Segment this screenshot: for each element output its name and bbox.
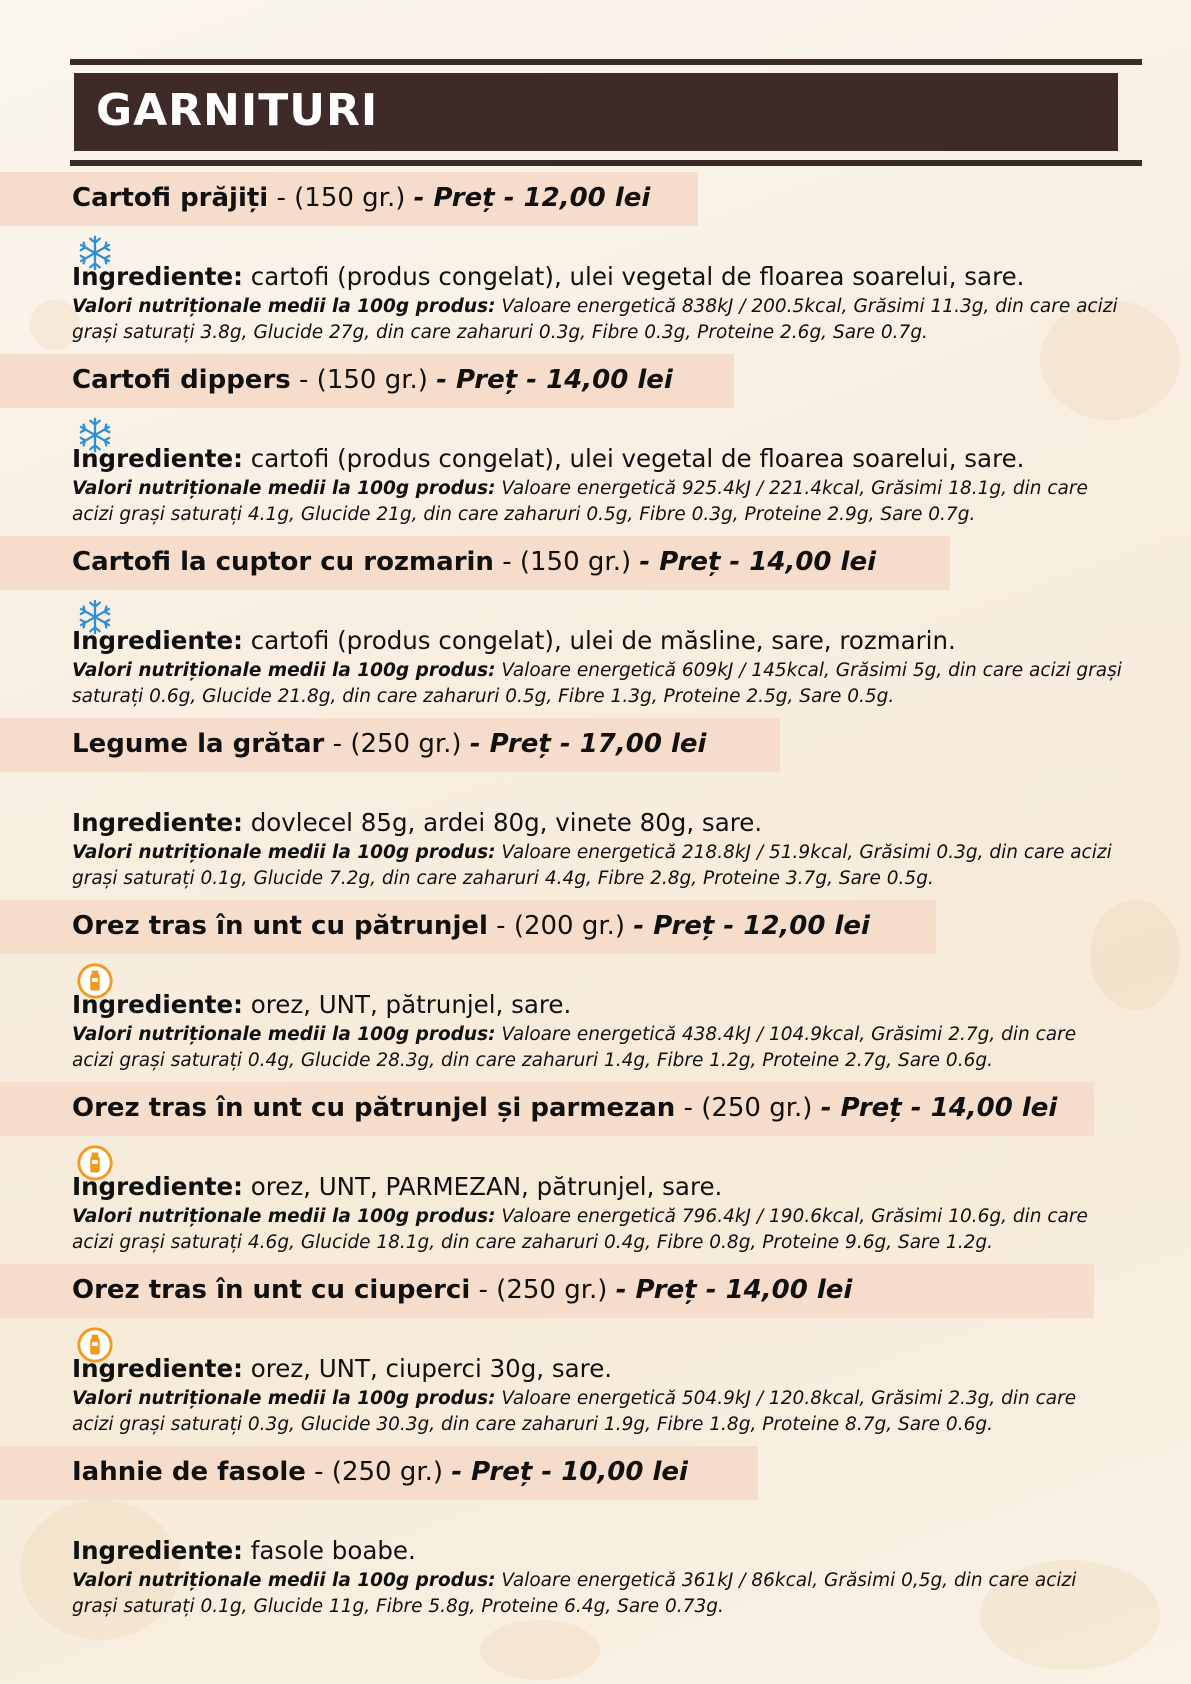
item-nutrition bbox=[72, 1204, 1122, 1256]
menu-item bbox=[0, 718, 1191, 898]
ingredients-text: orez, UNT, pătrunjel, sare. bbox=[250, 990, 572, 1019]
item-title: Orez tras în unt cu pătrunjel și parmezan - (250 gr.) - Preț - 14,00 lei bbox=[72, 1093, 1058, 1123]
item-portion: (150 gr.) bbox=[316, 365, 428, 395]
ingredients-text: orez, UNT, ciuperci 30g, sare. bbox=[250, 1354, 613, 1383]
ingredients-text: orez, UNT, PARMEZAN, pătrunjel, sare. bbox=[250, 1172, 723, 1201]
nutrition-label: Valori nutriționale medii la 100g produs: bbox=[72, 478, 496, 499]
item-title: Orez tras în unt cu ciuperci - (250 gr.) - Preț - 14,00 lei bbox=[72, 1275, 853, 1305]
item-ingredients bbox=[72, 1172, 722, 1202]
item-nutrition bbox=[72, 294, 1122, 346]
item-title: Cartofi prăjiți - (150 gr.) - Preț - 12,00 lei bbox=[72, 183, 651, 213]
item-name: Cartofi dippers bbox=[72, 365, 291, 395]
item-title: Orez tras în unt cu pătrunjel - (200 gr.) - Preț - 12,00 lei bbox=[72, 911, 870, 941]
ingredients-label: Ingrediente: bbox=[72, 1172, 243, 1201]
menu-item bbox=[0, 354, 1191, 534]
item-price: Preț - 14,00 lei bbox=[635, 1275, 853, 1305]
item-ingredients bbox=[72, 1354, 612, 1384]
nutrition-text: Valoare energetică 796.4kJ / 190.6kcal, Grăsimi 10.6g, din care acizi grași saturați 4.6g, Glucide 18.1g, din care zaharuri 0.4g, Fibre 0.8g, Proteine 9.6g, Sare 1.2g. bbox=[72, 1206, 1088, 1253]
item-ingredients bbox=[72, 262, 1024, 292]
header-bottom-rule bbox=[70, 160, 1142, 166]
item-name: Orez tras în unt cu ciuperci bbox=[72, 1275, 471, 1305]
item-ingredients bbox=[72, 808, 762, 838]
item-ingredients bbox=[72, 1536, 416, 1566]
item-nutrition bbox=[72, 1386, 1122, 1438]
item-name: Legume la grătar bbox=[72, 729, 325, 759]
nutrition-text: Valoare energetică 504.9kJ / 120.8kcal, Grăsimi 2.3g, din care acizi grași saturați 0.3g, Glucide 30.3g, din care zaharuri 1.9g, Fibre 1.8g, Proteine 8.7g, Sare 0.6g. bbox=[72, 1388, 1077, 1435]
nutrition-label: Valori nutriționale medii la 100g produs: bbox=[72, 1024, 496, 1045]
nutrition-label: Valori nutriționale medii la 100g produs: bbox=[72, 1570, 496, 1591]
nutrition-label: Valori nutriționale medii la 100g produs: bbox=[72, 842, 496, 863]
ingredients-label: Ingrediente: bbox=[72, 444, 243, 473]
item-ingredients bbox=[72, 990, 571, 1020]
ingredients-label: Ingrediente: bbox=[72, 1536, 243, 1565]
item-name: Cartofi prăjiți bbox=[72, 183, 269, 213]
item-portion: (250 gr.) bbox=[496, 1275, 608, 1305]
page-title: GARNITURI bbox=[96, 85, 379, 136]
item-portion: (200 gr.) bbox=[513, 911, 626, 941]
item-price: Preț - 17,00 lei bbox=[489, 729, 707, 759]
item-title: Iahnie de fasole - (250 gr.) - Preț - 10,00 lei bbox=[72, 1457, 688, 1487]
item-price: Preț - 10,00 lei bbox=[471, 1457, 688, 1487]
ingredients-text: cartofi (produs congelat), ulei de măsline, sare, rozmarin. bbox=[250, 626, 956, 655]
menu-item bbox=[0, 1446, 1191, 1626]
item-nutrition bbox=[72, 1568, 1122, 1620]
item-nutrition bbox=[72, 476, 1122, 528]
item-title: Legume la grătar - (250 gr.) - Preț - 17,00 lei bbox=[72, 729, 707, 759]
item-portion: (250 gr.) bbox=[701, 1093, 813, 1123]
item-title: Cartofi dippers - (150 gr.) - Preț - 14,00 lei bbox=[72, 365, 673, 395]
nutrition-label: Valori nutriționale medii la 100g produs: bbox=[72, 296, 496, 317]
ingredients-label: Ingrediente: bbox=[72, 262, 243, 291]
page-title-banner bbox=[74, 73, 1118, 151]
ingredients-label: Ingrediente: bbox=[72, 990, 243, 1019]
nutrition-text: Valoare energetică 925.4kJ / 221.4kcal, Grăsimi 18.1g, din care acizi grași saturați 4.1g, Glucide 21g, din care zaharuri 0.5g, Fibre 0.3g, Proteine 2.9g, Sare 0.7g. bbox=[72, 478, 1088, 525]
item-price: Preț - 14,00 lei bbox=[840, 1093, 1058, 1123]
item-ingredients bbox=[72, 444, 1024, 474]
item-name: Orez tras în unt cu pătrunjel bbox=[72, 911, 488, 941]
nutrition-text: Valoare energetică 361kJ / 86kcal, Grăsimi 0,5g, din care acizi grași saturați 0.1g, Glucide 11g, Fibre 5.8g, Proteine 6.4g, Sare 0.73g. bbox=[72, 1570, 1077, 1617]
nutrition-text: Valoare energetică 609kJ / 145kcal, Grăsimi 5g, din care acizi grași saturați 0.6g, Glucide 21.8g, din care zaharuri 0.5g, Fibre 1.3g, Proteine 2.5g, Sare 0.5g. bbox=[72, 660, 1122, 707]
menu-item bbox=[0, 1264, 1191, 1444]
menu-item bbox=[0, 536, 1191, 716]
ingredients-text: fasole boabe. bbox=[250, 1536, 416, 1565]
item-portion: (150 gr.) bbox=[519, 547, 632, 577]
nutrition-label: Valori nutriționale medii la 100g produs: bbox=[72, 660, 496, 681]
item-price: Preț - 12,00 lei bbox=[433, 183, 651, 213]
item-name: Iahnie de fasole bbox=[72, 1457, 306, 1487]
item-portion: (150 gr.) bbox=[294, 183, 406, 213]
ingredients-label: Ingrediente: bbox=[72, 1354, 243, 1383]
item-name: Cartofi la cuptor cu rozmarin bbox=[72, 547, 494, 577]
item-ingredients bbox=[72, 626, 956, 656]
item-title: Cartofi la cuptor cu rozmarin - (150 gr.) - Preț - 14,00 lei bbox=[72, 547, 877, 577]
nutrition-text: Valoare energetică 218.8kJ / 51.9kcal, Grăsimi 0.3g, din care acizi grași saturați 0.1g, Glucide 7.2g, din care zaharuri 4.4g, Fibre 2.8g, Proteine 3.7g, Sare 0.5g. bbox=[72, 842, 1112, 889]
item-price: Preț - 12,00 lei bbox=[653, 911, 870, 941]
ingredients-text: dovlecel 85g, ardei 80g, vinete 80g, sare. bbox=[250, 808, 763, 837]
nutrition-label: Valori nutriționale medii la 100g produs: bbox=[72, 1206, 496, 1227]
ingredients-text: cartofi (produs congelat), ulei vegetal de floarea soarelui, sare. bbox=[250, 262, 1025, 291]
item-portion: (250 gr.) bbox=[331, 1457, 444, 1487]
nutrition-text: Valoare energetică 838kJ / 200.5kcal, Grăsimi 11.3g, din care acizi grași saturați 3.8g, Glucide 27g, din care zaharuri 0.3g, Fibre 0.3g, Proteine 2.6g, Sare 0.7g. bbox=[72, 296, 1118, 343]
ingredients-text: cartofi (produs congelat), ulei vegetal de floarea soarelui, sare. bbox=[250, 444, 1025, 473]
item-price: Preț - 14,00 lei bbox=[456, 365, 673, 395]
item-price: Preț - 14,00 lei bbox=[659, 547, 877, 577]
nutrition-text: Valoare energetică 438.4kJ / 104.9kcal, Grăsimi 2.7g, din care acizi grași saturați 0.4g, Glucide 28.3g, din care zaharuri 1.4g, Fibre 1.2g, Proteine 2.7g, Sare 0.6g. bbox=[72, 1024, 1077, 1071]
ingredients-label: Ingrediente: bbox=[72, 626, 243, 655]
nutrition-label: Valori nutriționale medii la 100g produs: bbox=[72, 1388, 496, 1409]
menu-item bbox=[0, 900, 1191, 1080]
item-portion: (250 gr.) bbox=[350, 729, 462, 759]
menu-item bbox=[0, 172, 1191, 352]
item-nutrition bbox=[72, 1022, 1122, 1074]
ingredients-label: Ingrediente: bbox=[72, 808, 243, 837]
item-name: Orez tras în unt cu pătrunjel și parmezan bbox=[72, 1093, 676, 1123]
item-nutrition bbox=[72, 658, 1122, 710]
header-top-rule bbox=[70, 59, 1142, 65]
item-nutrition bbox=[72, 840, 1122, 892]
menu-item bbox=[0, 1082, 1191, 1262]
